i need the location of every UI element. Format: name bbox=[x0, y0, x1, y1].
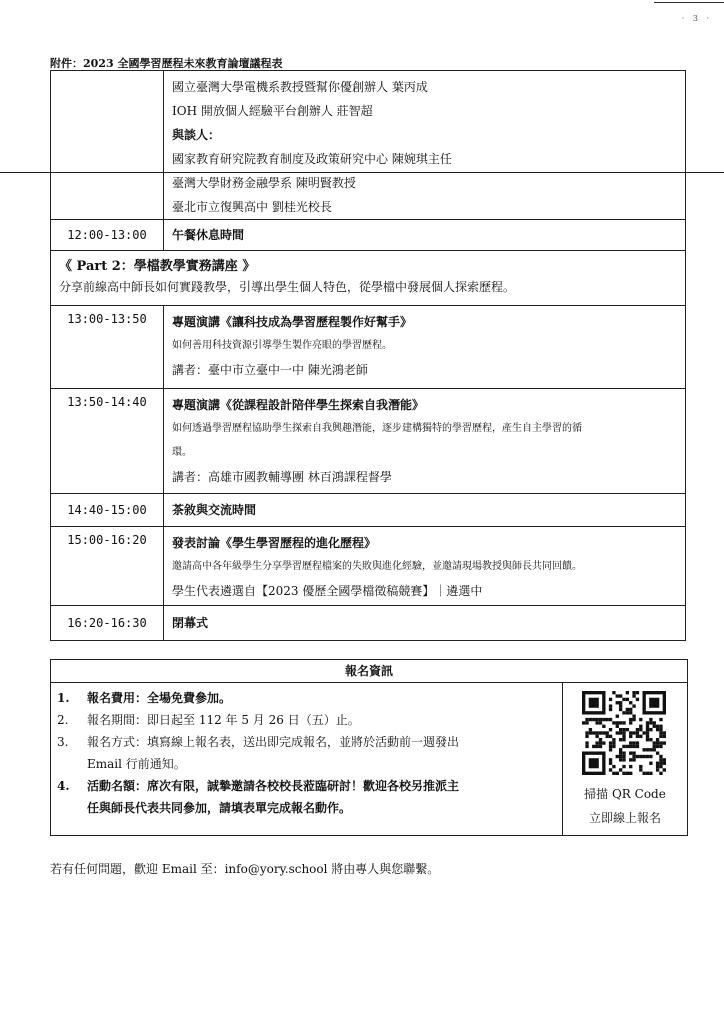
part2-description: 分享前線高中師長如何實踐教學，引導出學生個人特色，從學檔中發展個人探索歷程。 bbox=[59, 280, 516, 294]
time-cell: 15:00-16:20 bbox=[51, 527, 164, 606]
page-number: · 3 · bbox=[681, 14, 712, 23]
qr-caption-sub: 立即線上報名 bbox=[588, 811, 661, 825]
schedule-row-session1 bbox=[51, 306, 686, 389]
time-cell: 16:20-16:30 bbox=[51, 606, 164, 641]
time-cell: 12:00-13:00 bbox=[51, 220, 164, 251]
session-title: 午餐休息時間 bbox=[164, 220, 686, 251]
part2-header bbox=[51, 251, 686, 306]
item-number: 4. bbox=[57, 779, 70, 793]
session-description-cont: 環。 bbox=[172, 447, 192, 458]
item-text bbox=[87, 731, 556, 775]
registration-heading: 報名資訊 bbox=[51, 660, 687, 683]
item-text bbox=[87, 687, 556, 709]
schedule-table bbox=[50, 70, 686, 641]
speaker-list-cell bbox=[164, 71, 686, 220]
schedule-row-continued bbox=[51, 71, 686, 220]
speaker-line: 國家教育研究院教育制度及政策研究中心 陳婉琪主任 bbox=[172, 152, 452, 166]
item-line: 活動名額：席次有限，誠摯邀請各校校長蒞臨研討！歡迎各校另推派主 bbox=[87, 779, 460, 793]
schedule-row-session2 bbox=[51, 389, 686, 494]
registration-item bbox=[57, 687, 556, 709]
item-line: 報名方式：填寫線上報名表，送出即完成報名，並將於活動前一週發出 bbox=[87, 735, 460, 749]
item-line: 任與師長代表共同參加，請填表單完成報名動作。 bbox=[87, 801, 352, 815]
qr-panel bbox=[563, 683, 687, 835]
session-description: 邀請高中各年級學生分享學習歷程檔案的失敗與進化經驗，並邀請現場教授與師長共同回饋。 bbox=[172, 561, 582, 572]
registration-item bbox=[57, 731, 556, 775]
speaker-line: 臺灣大學財務金融學系 陳明賢教授 bbox=[172, 176, 356, 190]
item-text bbox=[87, 775, 556, 819]
part2-header-row bbox=[51, 251, 686, 306]
session-title: 發表討論《學生學習歷程的進化歷程》 bbox=[172, 536, 377, 550]
schedule-row-presentation bbox=[51, 527, 686, 606]
speaker-line: 與談人： bbox=[172, 128, 221, 142]
session-title: 閉幕式 bbox=[164, 606, 686, 641]
session-speaker: 講者：臺中市立臺中一中 陳光鴻老師 bbox=[172, 363, 368, 377]
item-number: 2. bbox=[57, 713, 69, 727]
top-rule bbox=[654, 2, 724, 3]
qr-caption: 掃描 QR Code bbox=[584, 787, 666, 801]
speaker-line: 國立臺灣大學電機系教授暨幫你優創辦人 葉丙成 bbox=[172, 80, 428, 94]
registration-list bbox=[51, 683, 563, 835]
registration-box bbox=[50, 659, 688, 836]
session-speaker: 講者：高雄市國教輔導團 林百鴻課程督學 bbox=[172, 470, 392, 484]
contact-footer: 若有任何問題，歡迎 Email 至：info@yory.school 將由專人與您聯繫。 bbox=[50, 862, 440, 876]
time-cell: 13:00-13:50 bbox=[51, 306, 164, 389]
session-description: 如何善用科技資源引導學生製作亮眼的學習歷程。 bbox=[172, 340, 392, 351]
session-title: 專題演講《從課程設計陪伴學生探索自我潛能》 bbox=[172, 398, 425, 412]
registration-item bbox=[57, 775, 556, 819]
item-line: Email 行前通知。 bbox=[87, 757, 186, 771]
session-note: 學生代表遴選自【2023 優歷全國學檔徵稿競賽】｜遴選中 bbox=[172, 584, 483, 598]
item-number: 1. bbox=[57, 691, 70, 705]
session-title: 專題演講《讓科技成為學習歷程製作好幫手》 bbox=[172, 315, 413, 329]
session-cell bbox=[164, 389, 686, 494]
registration-item bbox=[57, 709, 556, 731]
qr-code-icon[interactable] bbox=[582, 691, 666, 775]
schedule-row-lunch bbox=[51, 220, 686, 251]
session-description: 如何透過學習歷程協助學生探索自我興趣潛能，逐步建構獨特的學習歷程，產生自主學習的循 bbox=[172, 423, 582, 434]
speaker-line: IOH 開放個人經驗平台創辦人 莊智超 bbox=[172, 104, 373, 118]
time-cell bbox=[51, 71, 164, 220]
attachment-title: 附件：2023 全國學習歷程未來教育論壇議程表 bbox=[50, 57, 283, 70]
item-number: 3. bbox=[57, 735, 69, 749]
item-line: 報名費用：全場免費參加。 bbox=[87, 691, 232, 705]
session-cell bbox=[164, 306, 686, 389]
time-cell: 14:40-15:00 bbox=[51, 494, 164, 527]
speaker-line: 臺北市立復興高中 劉桂光校長 bbox=[172, 200, 332, 214]
session-cell bbox=[164, 527, 686, 606]
item-line: 報名期間：即日起至 112 年 5 月 26 日（五）止。 bbox=[87, 713, 360, 727]
part2-title: 《 Part 2：學檔教學實務講座 》 bbox=[59, 259, 256, 274]
time-cell: 13:50-14:40 bbox=[51, 389, 164, 494]
schedule-row-tea bbox=[51, 494, 686, 527]
item-text bbox=[87, 709, 556, 731]
session-title: 茶敘與交流時間 bbox=[164, 494, 686, 527]
schedule-row-closing bbox=[51, 606, 686, 641]
